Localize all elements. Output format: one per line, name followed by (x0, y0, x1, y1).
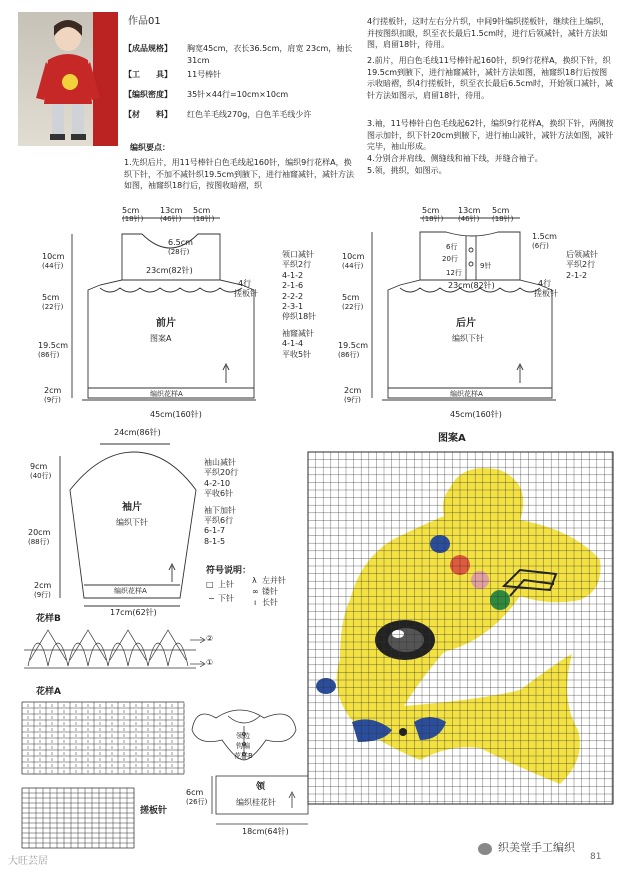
back-piece-outline (388, 232, 552, 398)
work-title: 作品01 (128, 16, 161, 27)
back-placket-c: 12行 (446, 269, 462, 277)
sleeve-title: 袖片 (122, 502, 142, 513)
sleeve-subtitle: 编织下针 (116, 518, 148, 527)
back-h2-sub: (22行) (342, 303, 364, 311)
front-h2: 5cm (42, 293, 60, 302)
sleeve-h1-sub: (40行) (30, 472, 52, 480)
spec-label-size: 【成品规格】 (124, 44, 172, 53)
sleeve-bottom-band: 编织花样A (114, 587, 147, 595)
collar-height-sub: (26行) (186, 798, 208, 806)
front-top-right-sub: (18针) (193, 215, 215, 223)
step-3: 3.袖，11号棒针白色毛线起62针，编织9行花样A，换织下针，两侧按图示加针，织下针20cm到腋下，进行袖山减针，减针方法如图，减针完毕，袖山形成。 (367, 119, 614, 152)
pattern-b-marker-1: ① (206, 658, 214, 667)
back-top-left-sub: (18针) (422, 215, 444, 223)
sleeve-shaping-0: 袖山减针 (204, 458, 236, 467)
back-h3: 19.5cm (338, 341, 369, 350)
front-h2-sub: (22行) (42, 303, 64, 311)
girl-sweater-illustration (18, 12, 118, 146)
page-number: 81 (590, 852, 602, 862)
front-h4-sub: (9行) (44, 396, 61, 404)
collar-note-1: 领边 (236, 732, 250, 740)
legend-symbol-3: ∞ (252, 587, 259, 596)
front-neck-depth-sub: (28行) (168, 248, 190, 256)
front-garter-rows: 4行 (238, 279, 252, 288)
back-subtitle: 编织下针 (452, 334, 484, 343)
back-placket-b: 20行 (442, 255, 458, 263)
collar-note-3: 花样B (234, 752, 253, 760)
spec-label-tools: 【工 具】 (124, 70, 172, 79)
garter-title: 搓板针 (140, 806, 168, 816)
sleeve-shaping-1: 平织20行 (204, 468, 239, 478)
front-shaping-1: 平织2行 (282, 260, 312, 270)
front-h3: 19.5cm (38, 341, 69, 350)
front-h1-sub: (44行) (42, 262, 64, 270)
chart-a-title: 图案A (438, 433, 466, 444)
back-garter-rows: 4行 (538, 279, 552, 288)
pattern-a-title: 花样A (36, 687, 61, 697)
legend-symbol-1: − (208, 594, 215, 603)
back-yoke-width: 23cm(82针) (448, 281, 495, 290)
collar-band: 编织桂花针 (236, 798, 276, 807)
front-top-left-sub: (18针) (122, 215, 144, 223)
back-h1-sub: (44行) (342, 262, 364, 270)
front-shaping-6: 停织18针 (282, 312, 317, 322)
back-placket-a: 6行 (446, 243, 458, 251)
front-top-mid: 13cm (160, 206, 183, 215)
legend-symbol-4: ı (254, 598, 257, 607)
back-h2: 5cm (342, 293, 360, 302)
spec-label-gauge: 【编织密度】 (124, 90, 172, 99)
pattern-b-motifs (24, 630, 205, 668)
sleeve-h1: 9cm (30, 462, 48, 471)
sleeve-shaping-8: 8-1-5 (204, 536, 226, 546)
sleeve-h3: 2cm (34, 581, 52, 590)
back-shaping-list (566, 250, 622, 281)
back-garter-label: 搓板针 (534, 289, 558, 298)
step-4: 4.分别合并肩线、侧缝线和袖下线，并缝合袖子。 (367, 154, 543, 163)
front-pattern-label: 图案A (150, 334, 172, 343)
product-photo (18, 12, 118, 146)
spec-value-material: 红色羊毛线270g，白色羊毛线少许 (187, 110, 312, 119)
collar-note-2: 钩编 (236, 742, 250, 750)
front-piece-outline (88, 234, 254, 398)
front-h3-sub: (86行) (38, 351, 60, 359)
front-shaping-2: 4-1-2 (282, 270, 304, 280)
sleeve-shaping-7: 6-1-7 (204, 526, 226, 536)
front-shaping-8: 4-1-4 (282, 339, 304, 349)
back-top-left: 5cm (422, 206, 440, 215)
legend-title: 符号说明： (206, 566, 252, 576)
legend-label-3: 镂针 (262, 587, 278, 596)
spec-value-gauge: 35针×44行=10cm×10cm (187, 90, 289, 99)
step-1: 1.先织后片，用11号棒针白色毛线起160针，编织9行花样A，换织下针，不加不减针织19.5cm到腋下，进行袖窿减针，减针方法如图，袖窿织18行后，按图收暗褶，织 (124, 158, 355, 191)
front-shaping-4: 2-2-2 (282, 291, 304, 301)
legend-label-4: 长针 (262, 598, 278, 607)
collar-height: 6cm (186, 788, 204, 797)
spec-label-material: 【材 料】 (124, 110, 172, 119)
front-shaping-9: 平收5针 (282, 349, 312, 359)
back-h1: 10cm (342, 252, 365, 261)
front-garter-label: 搓板针 (234, 289, 258, 298)
collar-width: 18cm(64针) (242, 827, 289, 836)
front-bottom-band: 编织花样A (150, 390, 183, 398)
legend-symbol-2: λ (252, 576, 257, 585)
front-shaping-7: 袖窿减针 (282, 328, 314, 338)
key-points-title: 编织要点： (130, 143, 170, 152)
front-yoke-width: 23cm(82针) (146, 266, 193, 275)
sleeve-h2-sub: (88行) (28, 538, 50, 546)
back-title: 后片 (456, 318, 476, 329)
garter-grid (22, 788, 134, 848)
right-watermark: 织美堂手工编织 (498, 841, 575, 854)
back-shaping-1: 平织2行 (566, 260, 596, 270)
back-h3-sub: (86行) (338, 351, 360, 359)
back-top-mid-sub: (46针) (458, 215, 480, 223)
sleeve-shaping-3: 平收6针 (204, 489, 234, 499)
front-neck-depth: 6.5cm (168, 238, 193, 247)
sleeve-h2: 20cm (28, 528, 51, 537)
sleeve-shaping-6: 平织6行 (204, 515, 234, 525)
back-top-right-sub: (18针) (492, 215, 514, 223)
back-neck-sub: (6行) (532, 242, 549, 250)
spec-value-tools: 11号棒针 (187, 70, 222, 79)
front-shaping-list (282, 250, 342, 360)
front-shaping-0: 领口减针 (282, 250, 314, 259)
back-h4-sub: (9行) (344, 396, 361, 404)
legend-label-1: 下针 (218, 594, 234, 603)
sleeve-shaping-2: 4-2-10 (204, 478, 231, 488)
sleeve-shaping-5: 袖下加针 (204, 505, 236, 515)
wechat-icon (478, 843, 492, 855)
sleeve-h3-sub: (9行) (34, 591, 51, 599)
back-width: 45cm(160针) (450, 410, 502, 419)
front-h1: 10cm (42, 252, 65, 261)
back-shaping-0: 后领减针 (566, 250, 598, 259)
back-placket-d: 9针 (480, 262, 492, 270)
legend-label-2: 左并针 (262, 576, 286, 585)
back-top-mid: 13cm (458, 206, 481, 215)
step-5: 5.领，挑织，如图示。 (367, 166, 447, 175)
step-1-cont: 4行搓板针，这时左右分片织，中间9针编织搓板针，继续往上编织，并按图织扣眼，织至衣长最后1.5cm时，进行后领减针，减针方法如图，肩留18针，待用。 (367, 17, 610, 50)
front-top-right: 5cm (193, 206, 211, 215)
left-watermark: 大旺芸居 (8, 856, 48, 867)
front-shaping-3: 2-1-6 (282, 281, 304, 291)
back-neck: 1.5cm (532, 232, 557, 241)
step-2: 2.前片，用白色毛线11号棒针起160针，织9行花样A，换织下针，织19.5cm到腋下，进行袖窿减针，减针方法如图，袖窿织18行后按图示收暗褶，织4行搓板针，织至衣长最后6.5cm时，开始领口减针，减针方法如图示，肩留18针，待用。 (367, 56, 614, 100)
pattern-a-grid (22, 702, 184, 774)
chart-a-grid (308, 452, 613, 804)
front-title: 前片 (156, 318, 176, 329)
pattern-b-marker-2: ② (206, 634, 214, 643)
back-top-right: 5cm (492, 206, 510, 215)
front-shaping-5: 2-3-1 (282, 301, 304, 311)
front-top-left: 5cm (122, 206, 140, 215)
front-h4: 2cm (44, 386, 62, 395)
sleeve-shaping-list (204, 458, 274, 547)
collar-title: 领 (256, 782, 266, 792)
back-h4: 2cm (344, 386, 362, 395)
spec-value-size: 胸宽45cm，衣长36.5cm，肩宽 23cm，袖长31cm (187, 44, 353, 65)
pattern-b-title: 花样B (36, 614, 61, 624)
legend-label-0: 上针 (218, 580, 234, 589)
back-bottom-band: 编织花样A (450, 390, 483, 398)
legend-symbol-0: □ (206, 580, 214, 589)
back-shaping-2: 2-1-2 (566, 270, 588, 280)
front-width: 45cm(160针) (150, 410, 202, 419)
front-top-mid-sub: (46针) (160, 215, 182, 223)
sleeve-top-width: 24cm(86针) (114, 428, 161, 437)
sleeve-bottom-width: 17cm(62针) (110, 608, 157, 617)
